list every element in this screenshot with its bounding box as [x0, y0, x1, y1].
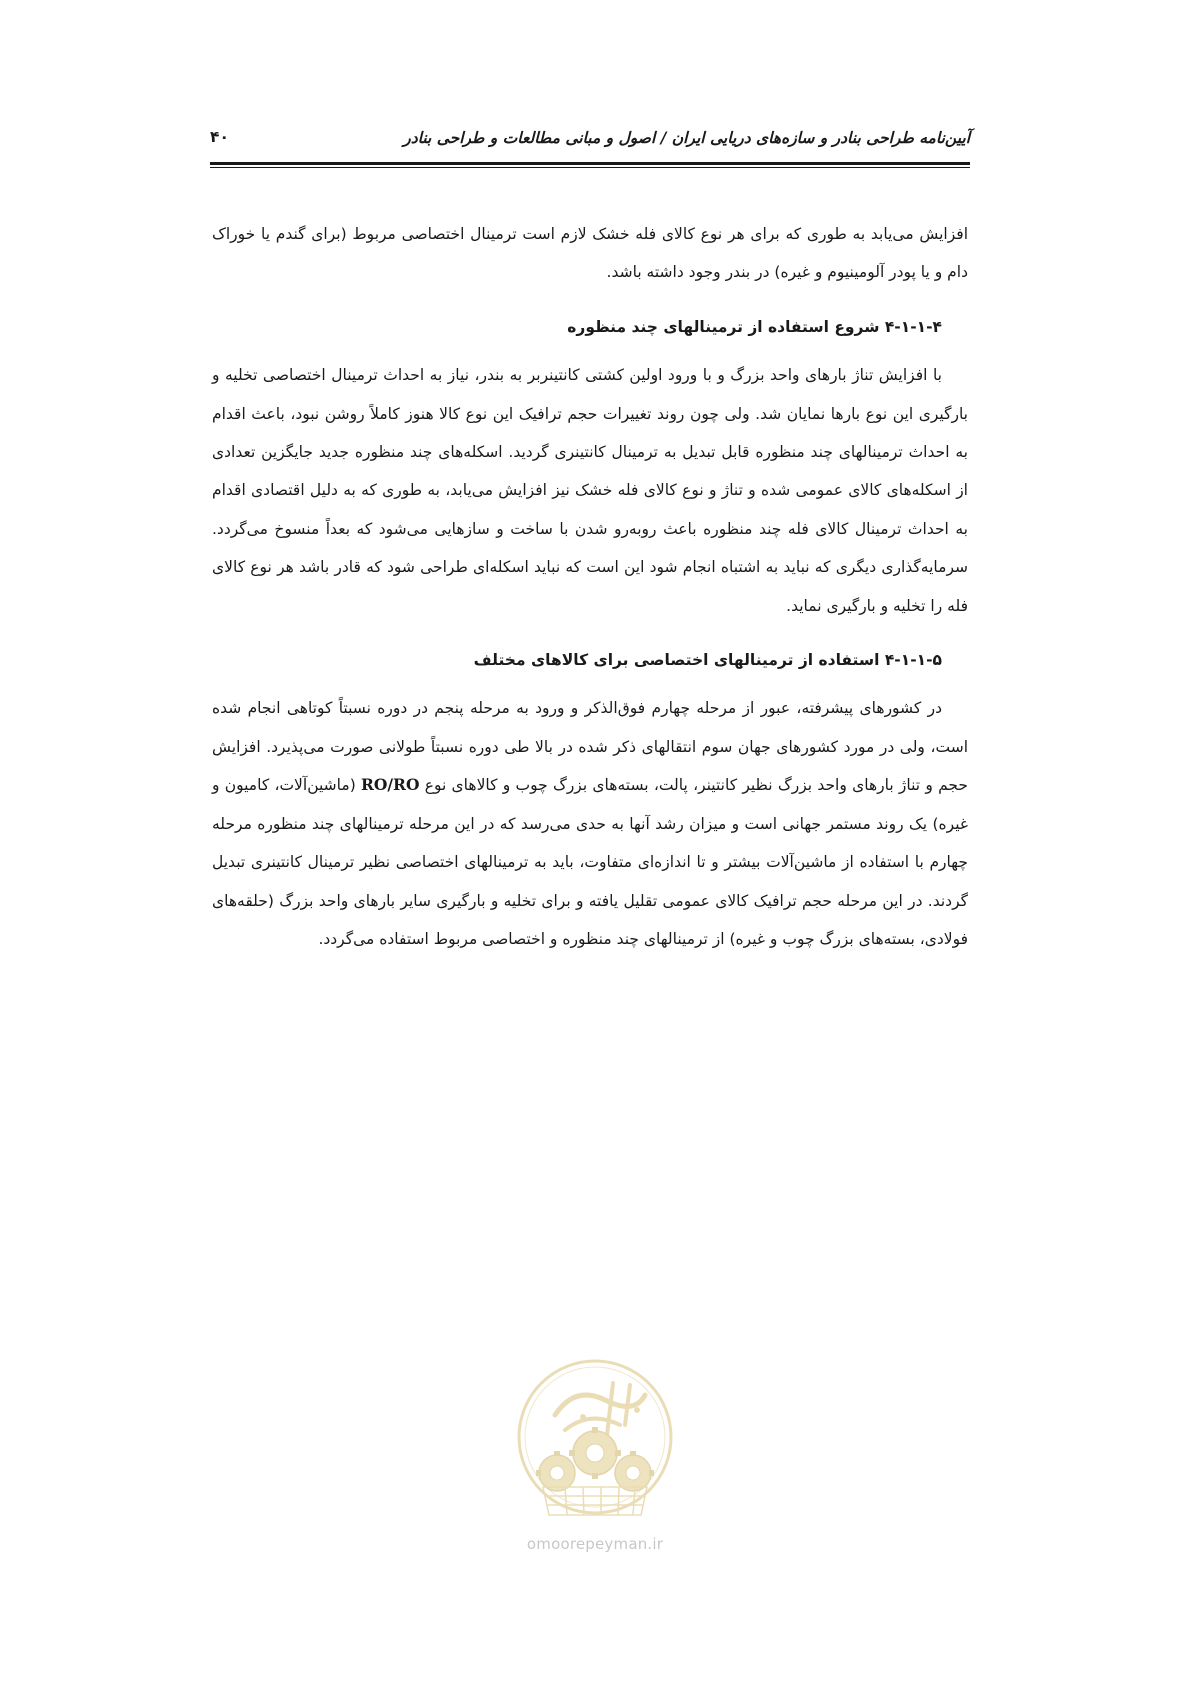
section-heading-4-1-1-5: ۴-۱-۱-۵ استفاده از ترمینالهای اختصاصی برای کالاهای مختلف	[473, 651, 942, 670]
header-title: آیین‌نامه طراحی بنادر و سازه‌های دریایی ایران / اصول و مبانی مطالعات و طراحی بنادر	[403, 128, 970, 147]
watermark-logo	[495, 1355, 695, 1580]
paragraph-3-part-2: (ماشین‌آلات، کامیون و غیره) یک روند مستمر جهانی است و میزان رشد آنها به حدی می‌رسد که در این مرحله ترمینالهای چند منظوره مرحله چهارم با استفاده از ماشین‌آلات بیشتر و تا اندازه‌ای متفاوت، باید به ترمینالهای اختصاصی نظیر ترمینال کانتینری تبدیل گردند. در این مرحله حجم ترافیک کالای عمومی تقلیل یافته و برای تخلیه و بارگیری سایر بارهای واحد بزرگ (حلقه‌های فولادی، بسته‌های بزرگ چوب و غیره) از ترمینالهای چند منظوره و اختصاصی مربوط استفاده می‌گردد.	[212, 776, 968, 948]
watermark-url: omoorepeyman.ir	[526, 1535, 664, 1553]
roro-term: RO/RO	[361, 775, 420, 795]
paragraph-3-part-1: در کشورهای پیشرفته، عبور از مرحله چهارم فوق‌الذکر و ورود به مرحله پنجم در دوره نسبتاً کوتاهی انجام شده است، ولی در مورد کشورهای جهان سوم انتقالهای ذکر شده در بالا طی دوره نسبتاً طولانی صورت می‌پذیرد. افزایش حجم و تناژ بارهای واحد بزرگ نظیر کانتینر، پالت، بسته‌های بزرگ چوب و کالاهای نوع	[212, 699, 968, 795]
header-rule	[210, 162, 970, 168]
paragraph-2: با افزایش تناژ بارهای واحد بزرگ و با ورود اولین کشتی کانتینربر به بندر، نیاز به احداث ترمینال اختصاصی تخلیه و بارگیری این نوع بارها نمایان شد. ولی چون روند تغییرات حجم ترافیک این نوع کالا هنوز کاملاً روشن نبود، باعث اقدام به احداث ترمینالهای چند منظوره قابل تبدیل به ترمینال کانتینری گردید. اسکله‌های چند منظوره جدید جایگزین تعدادی از اسکله‌های کالای عمومی شده و تناژ و نوع کالای فله خشک نیز افزایش می‌یابد، به طوری که به دلیل اقتصادی اقدام به احداث ترمینال کالای فله چند منظوره باعث روبه‌رو شدن با ساخت و سازهایی می‌شود که بعداً منسوخ می‌گردد. سرمایه‌گذاری دیگری که نباید به اشتباه انجام شود این است که نباید اسکله‌ای طراحی شود که قادر باشد هر نوع کالای فله را تخلیه و بارگیری نماید.	[212, 366, 968, 615]
logo-seal-icon	[495, 1355, 695, 1530]
paragraph-1: افزایش می‌یابد به طوری که برای هر نوع کالای فله خشک لازم است ترمینال اختصاصی مربوط (برای گندم یا خوراک دام و یا پودر آلومینیوم و غیره) در بندر وجود داشته باشد.	[212, 225, 968, 282]
running-header	[210, 122, 970, 156]
section-heading-4-1-1-4: ۴-۱-۱-۴ شروع استفاده از ترمینالهای چند منظوره	[567, 317, 942, 336]
main-text	[212, 215, 968, 958]
paragraph-3	[212, 689, 968, 958]
page-number: ۴۰	[210, 128, 229, 146]
